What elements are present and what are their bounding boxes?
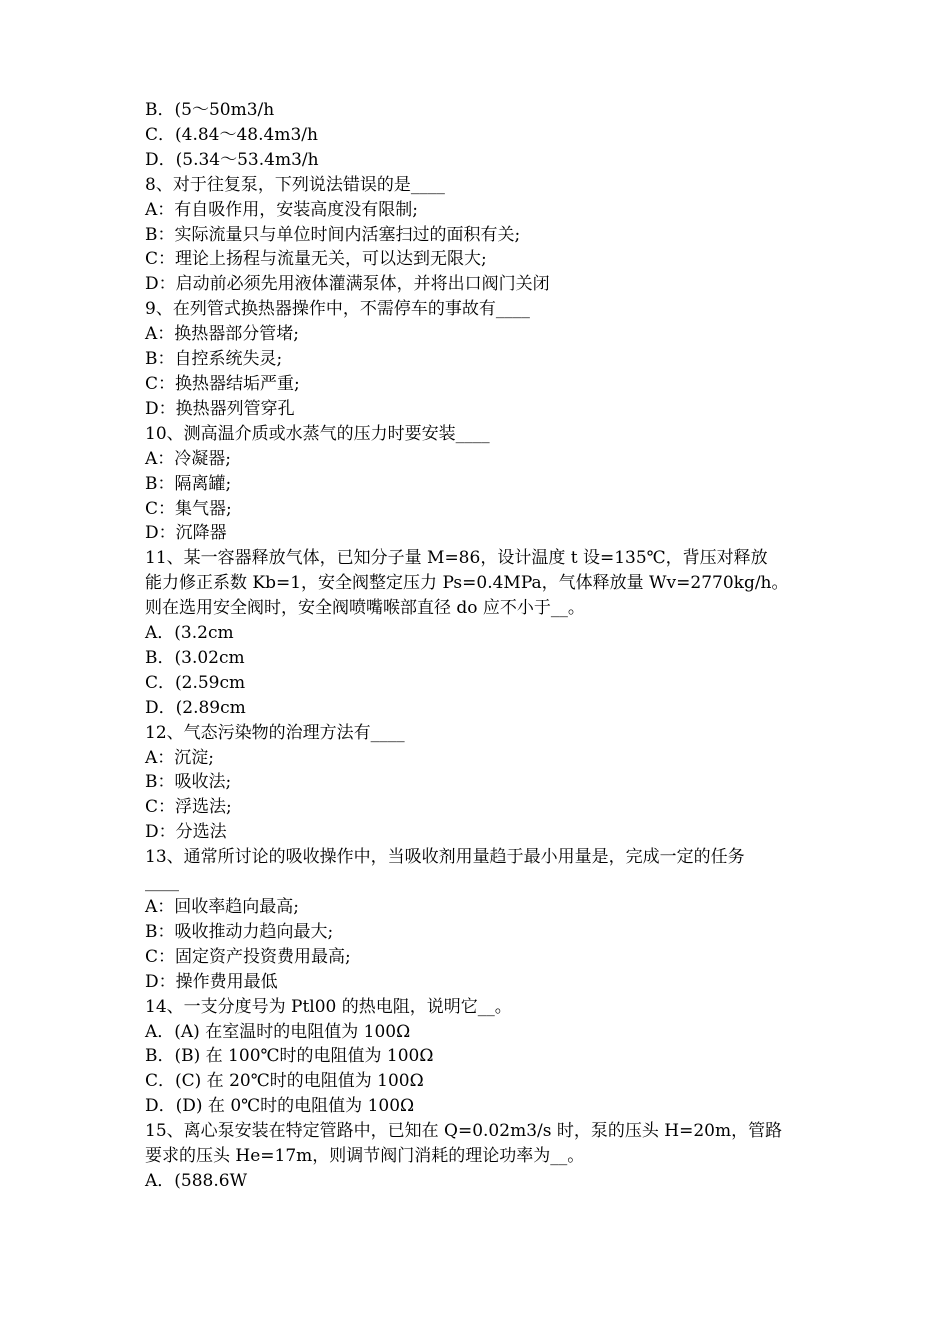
- option-q10-a: A：冷凝器;: [145, 448, 232, 469]
- option-q10-c: C：集气器;: [145, 498, 232, 519]
- option-q13-a: A：回收率趋向最高;: [145, 897, 300, 917]
- option-q9-c: C：换热器结垢严重;: [145, 373, 300, 394]
- question-15-line-1: 15、离心泵安装在特定管路中，已知在 Q=0.02m3/s 时，泵的压头 H=20m，管路: [145, 1121, 783, 1142]
- option-q11-b: B．(3.02cm: [145, 647, 245, 668]
- option-q8-a: A：有自吸作用，安装高度没有限制;: [145, 199, 419, 220]
- question-13-line-1: 13、通常所讨论的吸收操作中，当吸收剂用量趋于最小用量是，完成一定的任务: [145, 847, 745, 868]
- option-q9-b: B：自控系统失灵;: [145, 349, 283, 370]
- option-q10-b: B：隔离罐;: [145, 473, 232, 494]
- question-15-line-2: 要求的压头 He=17m，则调节阀门消耗的理论功率为__。: [145, 1146, 585, 1167]
- option-q12-b: B：吸收法;: [145, 772, 232, 793]
- option-q11-c: C．(2.59cm: [145, 672, 246, 693]
- option-q7-d: D．(5.34～53.4m3/h: [145, 149, 319, 170]
- option-q14-c: C．(C) 在 20℃时的电阻值为 100Ω: [145, 1071, 424, 1092]
- question-8: 8、对于往复泵，下列说法错误的是____: [145, 174, 445, 195]
- option-q9-a: A：换热器部分管堵;: [145, 324, 300, 345]
- option-q8-d: D：启动前必须先用液体灌满泵体，并将出口阀门关闭: [145, 274, 550, 295]
- option-q8-b: B：实际流量只与单位时间内活塞扫过的面积有关;: [145, 224, 521, 245]
- option-q11-d: D．(2.89cm: [145, 697, 246, 718]
- option-q15-a: A．(588.6W: [145, 1170, 248, 1191]
- option-q12-a: A：沉淀;: [145, 747, 215, 768]
- question-14: 14、一支分度号为 Ptl00 的热电阻，说明它__。: [145, 996, 512, 1017]
- option-q11-a: A．(3.2cm: [145, 623, 234, 644]
- option-q13-d: D：操作费用最低: [145, 971, 278, 992]
- option-q8-c: C：理论上扬程与流量无关，可以达到无限大;: [145, 249, 487, 270]
- document-body: [145, 98, 810, 1194]
- option-q13-b: B：吸收推动力趋向最大;: [145, 921, 334, 942]
- option-q10-d: D：沉降器: [145, 523, 227, 544]
- question-11-line-3: 则在选用安全阀时，安全阀喷嘴喉部直径 do 应不小于__。: [145, 598, 585, 619]
- option-q14-d: D．(D) 在 0℃时的电阻值为 100Ω: [145, 1096, 415, 1117]
- option-q7-b: B．(5～50m3/h: [145, 100, 275, 120]
- option-q9-d: D：换热器列管穿孔: [145, 398, 295, 419]
- question-11-line-2: 能力修正系数 Kb=1，安全阀整定压力 Ps=0.4MPa，气体释放量 Wv=2770kg/h。: [145, 573, 789, 594]
- question-11-line-1: 11、某一容器释放气体，已知分子量 M=86，设计温度 t 设=135℃，背压对释放: [145, 548, 768, 569]
- question-12: 12、气态污染物的治理方法有____: [145, 722, 405, 743]
- option-q12-d: D：分选法: [145, 822, 227, 843]
- question-10: 10、测高温介质或水蒸气的压力时要安装____: [145, 423, 490, 444]
- question-13-line-2: ____: [145, 872, 179, 893]
- option-q7-c: C．(4.84～48.4m3/h: [145, 124, 318, 145]
- option-q12-c: C：浮选法;: [145, 797, 232, 818]
- option-q13-c: C：固定资产投资费用最高;: [145, 946, 351, 967]
- option-q14-b: B．(B) 在 100℃时的电阻值为 100Ω: [145, 1046, 434, 1067]
- option-q14-a: A．(A) 在室温时的电阻值为 100Ω: [145, 1021, 411, 1042]
- question-9: 9、在列管式换热器操作中，不需停车的事故有____: [145, 299, 530, 320]
